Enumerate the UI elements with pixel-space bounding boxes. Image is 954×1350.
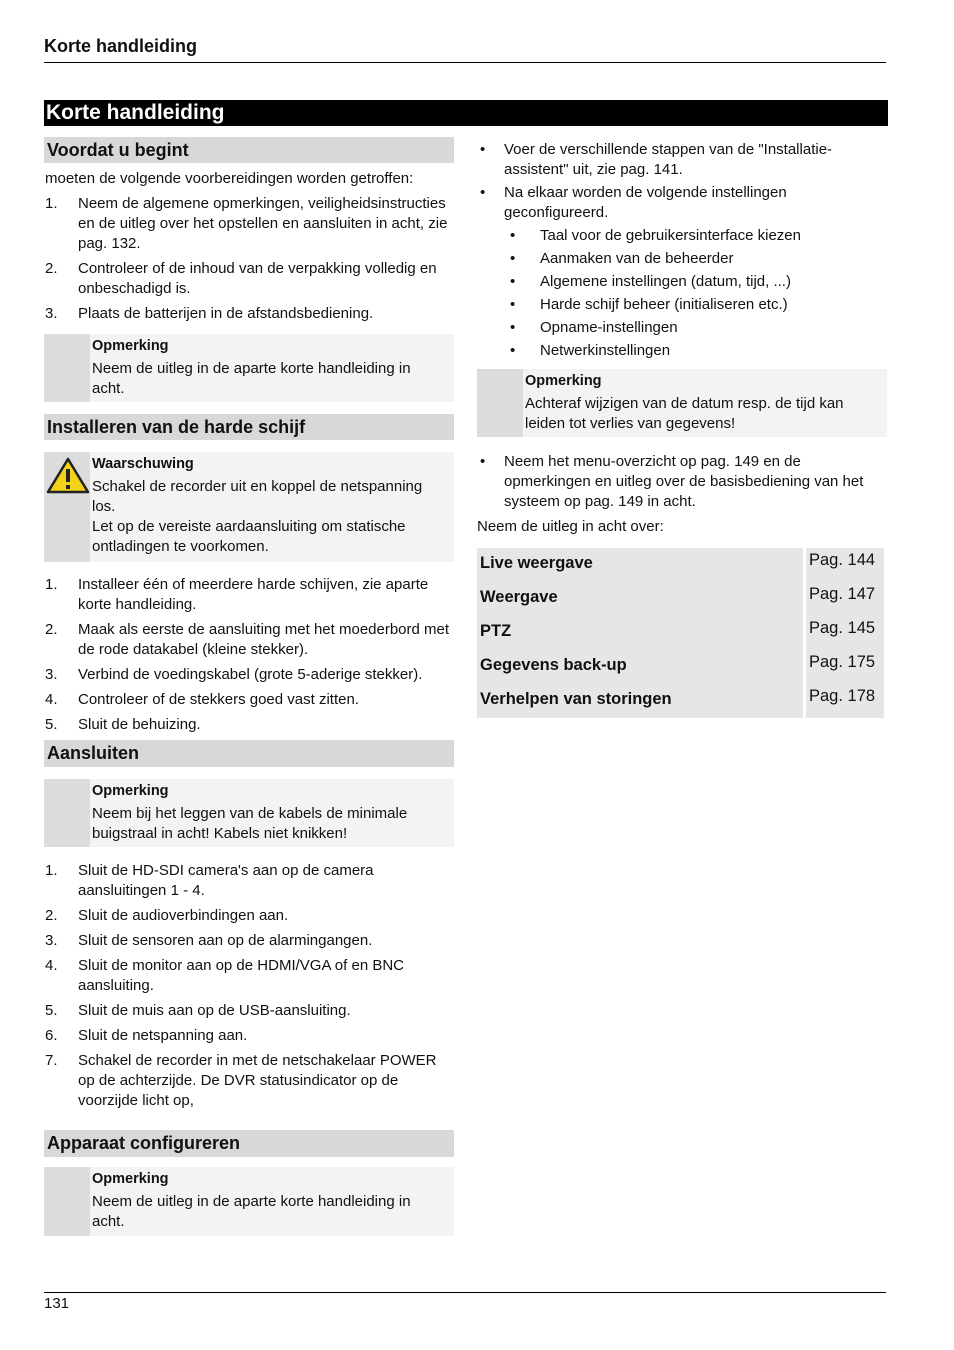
note-title: Opmerking [92,783,169,799]
section-intro: moeten de volgende voorbereidingen worden getroffen: [45,170,414,187]
xref-label: Weergave [477,582,803,616]
warning-text-1: Schakel de recorder uit en koppel de netspanning los. [92,478,423,515]
xref-page: Pag. 178 [806,684,884,718]
note-title: Opmerking [525,373,602,389]
note-box [44,779,454,847]
connection-steps [45,861,454,1111]
page-number: 131 [44,1295,70,1312]
list-item: 3. Verbind de voedingskabel (grote 5-aderige stekker). [45,666,423,683]
xref-label: Gegevens back-up [477,650,803,684]
settings-sublist [477,226,887,361]
table-row [477,684,884,718]
footer-rule [44,1292,886,1293]
running-header: Korte handleiding [44,36,197,56]
note-title: Opmerking [92,1171,169,1187]
note-side-panel [44,1167,90,1236]
note-side-panel [477,369,523,437]
list-item: 4. Controleer of de stekkers goed vast zitten. [45,691,359,708]
note-side-panel [44,334,90,402]
list-item: • Algemene instellingen (datum, tijd, ...) [510,273,791,290]
note-text: Neem bij het leggen van de kabels de minimale buigstraal in acht! Kabels niet knikken! [92,805,408,842]
warning-side-panel [44,452,90,562]
note-box [44,1167,454,1236]
right-column [477,140,887,718]
warning-icon [46,457,90,495]
list-item: 2. Maak als eerste de aansluiting met het moederbord met de rode datakabel (kleine stekker). [45,621,450,658]
menu-overview-bullets [477,452,887,512]
note-text: Neem de uitleg in de aparte korte handleiding in acht. [92,1193,411,1230]
table-row [477,548,884,582]
xref-page: Pag. 147 [806,582,884,616]
table-row [477,582,884,616]
list-item: • Neem het menu-overzicht op pag. 149 en de opmerkingen en uitleg over de basisbediening van het systeem op pag. 149 in acht. [480,453,864,510]
list-item: 3. Plaats de batterijen in de afstandsbediening. [45,305,374,322]
list-item: • Aanmaken van de beheerder [510,250,734,267]
list-item: 2. Controleer of de inhoud van de verpakking volledig en onbeschadigd is. [45,260,437,297]
list-item: • Voer de verschillende stappen van de "Installatie-assistent" uit, zie pag. 141. [480,141,833,178]
list-item: 6. Sluit de netspanning aan. [45,1027,248,1044]
note-title: Opmerking [92,338,169,354]
list-item: 1. Neem de algemene opmerkingen, veiligheidsinstructies en de uitleg over het opstellen en aansluiten in acht, zie pag. 132. [45,195,448,252]
xref-label: Live weergave [477,548,803,582]
note-box [44,334,454,402]
xref-intro: Neem de uitleg in acht over: [477,518,664,535]
table-row [477,650,884,684]
xref-page: Pag. 175 [806,650,884,684]
section-heading-aansluiten: Aansluiten [44,740,454,767]
list-item: • Taal voor de gebruikersinterface kiezen [510,227,801,244]
xref-label: Verhelpen van storingen [477,684,803,718]
warning-box [44,452,454,562]
list-item: 2. Sluit de audioverbindingen aan. [45,907,289,924]
list-item: • Netwerkinstellingen [510,342,671,359]
xref-page: Pag. 144 [806,548,884,582]
list-item: 1. Installeer één of meerdere harde schijven, zie aparte korte handleiding. [45,576,429,613]
list-item: • Na elkaar worden de volgende instellingen geconfigureerd. [480,184,787,221]
list-item: • Opname-instellingen [510,319,678,336]
list-item: 4. Sluit de monitor aan op de HDMI/VGA of en BNC aansluiting. [45,957,404,994]
cross-reference-table [477,548,884,718]
wizard-bullets [477,140,887,223]
table-row [477,616,884,650]
preparation-list [45,194,454,324]
header-rule [44,62,886,63]
list-item: • Harde schijf beheer (initialiseren etc.) [510,296,788,313]
list-item: 7. Schakel de recorder in met de netschakelaar POWER op de achterzijde. De DVR statusindicator op de voorzijde licht op, [45,1052,437,1109]
list-item: 5. Sluit de behuizing. [45,716,201,733]
list-item: 3. Sluit de sensoren aan op de alarmingangen. [45,932,373,949]
xref-page: Pag. 145 [806,616,884,650]
note-text: Neem de uitleg in de aparte korte handleiding in acht. [92,360,411,397]
list-item: 5. Sluit de muis aan op de USB-aansluiting. [45,1002,351,1019]
warning-title: Waarschuwing [92,456,194,472]
note-side-panel [44,779,90,847]
section-heading-harde-schijf: Installeren van de harde schijf [44,414,454,440]
warning-text-2: Let op de vereiste aardaansluiting om statische ontladingen te voorkomen. [92,518,406,555]
main-title: Korte handleiding [44,100,888,126]
section-heading-configureren: Apparaat configureren [44,1130,454,1157]
note-text: Achteraf wijzigen van de datum resp. de tijd kan leiden tot verlies van gegevens! [525,395,844,432]
note-box [477,369,887,437]
xref-label: PTZ [477,616,803,650]
harddisk-steps [45,575,454,735]
section-heading-voordat: Voordat u begint [44,137,454,163]
list-item: 1. Sluit de HD-SDI camera's aan op de camera aansluitingen 1 - 4. [45,862,374,899]
left-column [44,137,454,1236]
